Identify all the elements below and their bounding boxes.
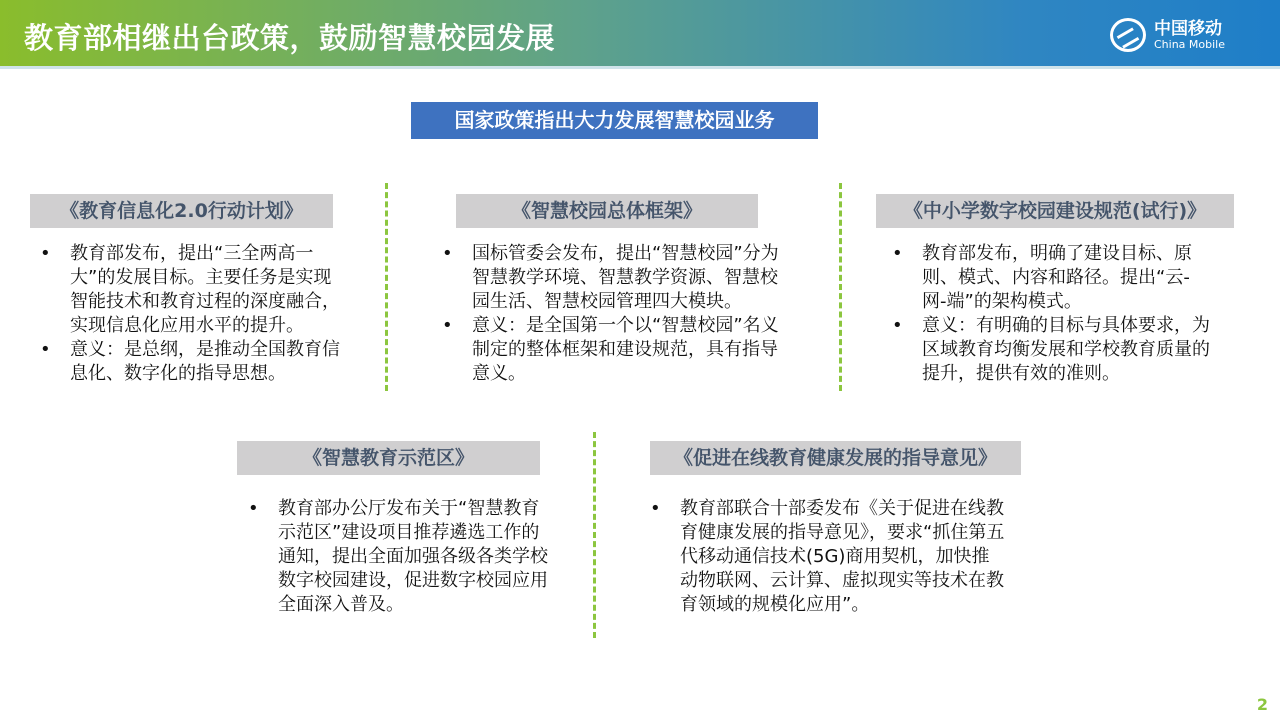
list-item: • 意义：是总纲，是推动全国教育信息化、数字化的指导思想。: [40, 338, 340, 386]
policy-list-1: [40, 242, 340, 386]
list-item: • 意义：是全国第一个以“智慧校园”名义制定的整体框架和建设规范，具有指导意义。: [442, 314, 794, 386]
divider: [593, 432, 596, 638]
policy-title-4: 《智慧教育示范区》: [237, 441, 540, 475]
divider: [839, 183, 842, 391]
list-item: • 教育部发布，明确了建设目标、原则、模式、内容和路径。提出“云-网-端”的架构模式。: [892, 242, 1210, 314]
logo-en: China Mobile: [1154, 37, 1226, 51]
header: [0, 0, 1280, 69]
china-mobile-logo-icon: [1110, 18, 1146, 52]
policy-list-2: [442, 242, 794, 386]
page-number: 2: [1256, 695, 1268, 714]
list-item: • 教育部办公厅发布关于“智慧教育示范区”建设项目推荐遴选工作的通知，提出全面加强各级各类学校数字校园建设，促进数字校园应用全面深入普及。: [248, 497, 548, 617]
policy-title-3: 《中小学数字校园建设规范(试行)》: [876, 194, 1234, 228]
policy-title-5: 《促进在线教育健康发展的指导意见》: [650, 441, 1021, 475]
china-mobile-logo: [1110, 18, 1225, 52]
list-item: • 教育部发布，提出“三全两高一大”的发展目标。主要任务是实现智能技术和教育过程的深度融合，实现信息化应用水平的提升。: [40, 242, 340, 338]
policy-title-1: 《教育信息化2.0行动计划》: [30, 194, 333, 228]
list-item: • 国标管委会发布，提出“智慧校园”分为智慧教学环境、智慧教学资源、智慧校园生活、智慧校园管理四大模块。: [442, 242, 794, 314]
list-item: • 教育部联合十部委发布《关于促进在线教育健康发展的指导意见》，要求“抓住第五代移动通信技术(5G)商用契机，加快推动物联网、云计算、虚拟现实等技术在教育领域的规模化应用”。: [650, 497, 1005, 617]
policy-title-2: 《智慧校园总体框架》: [456, 194, 758, 228]
page-title: 教育部相继出台政策，鼓励智慧校园发展: [24, 21, 556, 55]
policy-list-3: [892, 242, 1210, 386]
banner: 国家政策指出大力发展智慧校园业务: [411, 102, 818, 139]
list-item: • 意义：有明确的目标与具体要求，为区域教育均衡发展和学校教育质量的提升，提供有效的准则。: [892, 314, 1210, 386]
policy-list-4: [248, 497, 548, 617]
divider: [385, 183, 388, 391]
logo-cn: 中国移动: [1154, 18, 1222, 39]
policy-list-5: [650, 497, 1005, 617]
